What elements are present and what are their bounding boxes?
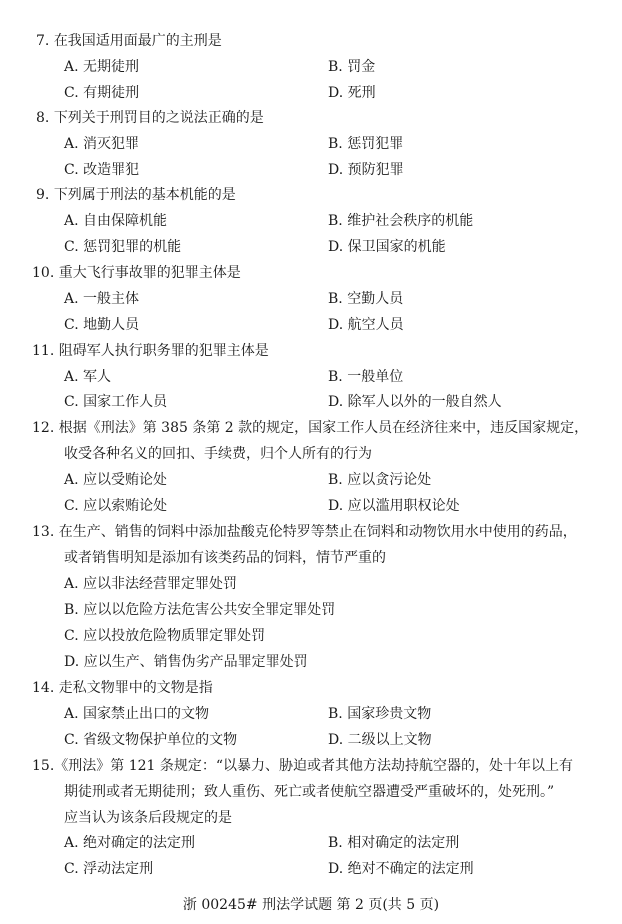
question-text: 《刑法》第 121 条规定：“以暴力、胁迫或者其他方法劫持航空器的，处十年以上有 [54, 758, 574, 774]
option-b: B. 相对确定的法定刑 [328, 835, 460, 851]
question-number: 15. [32, 758, 55, 774]
option-a: A. 无期徒刑 [64, 59, 140, 75]
question-text-continued: 或者销售明知是添加有该类药品的饲料，情节严重的 [64, 550, 386, 566]
question-stem [36, 30, 606, 50]
option-b: B. 国家珍贵文物 [328, 706, 432, 722]
question-number: 7. [36, 33, 50, 49]
option-d: D. 预防犯罪 [328, 162, 404, 178]
question-stem [36, 107, 606, 127]
question-stem [32, 417, 602, 437]
question-number: 10. [32, 265, 55, 281]
option-d: D. 二级以上文物 [328, 732, 432, 748]
page-footer: 浙 00245# 刑法学试题 第 2 页(共 5 页) [182, 897, 440, 913]
question-text: 在我国适用面最广的主刑是 [53, 33, 222, 49]
question-number: 11. [32, 343, 55, 359]
option-b: B. 应以贪污论处 [328, 472, 432, 488]
question-stem [36, 184, 606, 204]
option-b: B. 罚金 [328, 59, 376, 75]
option-d: D. 保卫国家的机能 [328, 239, 446, 255]
option-d: D. 应以生产、销售伪劣产品罪定罪处罚 [64, 654, 308, 670]
question-number: 14. [32, 680, 55, 696]
question-number: 12. [32, 420, 55, 436]
question-stem [32, 755, 602, 775]
question-number: 8. [36, 110, 50, 126]
question-text-continued: 收受各种名义的回扣、手续费，归个人所有的行为 [64, 446, 372, 462]
option-d: D. 航空人员 [328, 317, 404, 333]
question-text-continued: 应当认为该条后段规定的是 [64, 810, 232, 826]
option-a: A. 一般主体 [64, 291, 140, 307]
option-a: A. 军人 [64, 369, 112, 385]
option-c: C. 惩罚犯罪的机能 [64, 239, 182, 255]
option-b: B. 维护社会秩序的机能 [328, 213, 474, 229]
option-c: C. 应以索贿论处 [64, 498, 168, 514]
question-text: 根据《刑法》第 385 条第 2 款的规定，国家工作人员在经济往来中，违反国家规定， [58, 420, 589, 436]
option-a: A. 应以受贿论处 [64, 472, 168, 488]
option-a: A. 消灭犯罪 [64, 136, 140, 152]
question-stem [32, 521, 602, 541]
option-c: C. 有期徒刑 [64, 85, 140, 101]
question-text-continued: 期徒刑或者无期徒刑；致人重伤、死亡或者使航空器遭受严重破坏的，处死刑。” [64, 784, 555, 800]
option-d: D. 死刑 [328, 85, 376, 101]
option-a: A. 应以非法经营罪定罪处罚 [64, 576, 238, 592]
question-text: 阻碍军人执行职务罪的犯罪主体是 [58, 343, 269, 359]
question-text: 下列关于刑罚目的之说法正确的是 [53, 110, 264, 126]
question-text: 走私文物罪中的文物是指 [58, 680, 213, 696]
option-c: C. 浮动法定刑 [64, 861, 154, 877]
option-c: C. 国家工作人员 [64, 394, 168, 410]
question-stem [32, 340, 602, 360]
question-text: 下列属于刑法的基本机能的是 [53, 187, 236, 203]
question-stem [32, 677, 602, 697]
question-stem [32, 262, 602, 282]
option-d: D. 除军人以外的一般自然人 [328, 394, 502, 410]
option-b: B. 惩罚犯罪 [328, 136, 404, 152]
option-d: D. 应以滥用职权论处 [328, 498, 460, 514]
option-a: A. 绝对确定的法定刑 [64, 835, 196, 851]
question-number: 13. [32, 524, 55, 540]
option-c: C. 省级文物保护单位的文物 [64, 732, 238, 748]
option-c: C. 改造罪犯 [64, 162, 140, 178]
option-b: B. 应以以危险方法危害公共安全罪定罪处罚 [64, 602, 336, 618]
option-b: B. 空勤人员 [328, 291, 404, 307]
question-text: 重大飞行事故罪的犯罪主体是 [58, 265, 241, 281]
option-a: A. 国家禁止出口的文物 [64, 706, 210, 722]
option-a: A. 自由保障机能 [64, 213, 168, 229]
option-d: D. 绝对不确定的法定刑 [328, 861, 474, 877]
question-text: 在生产、销售的饲料中添加盐酸克伦特罗等禁止在饲料和动物饮用水中使用的药品， [58, 524, 577, 540]
option-b: B. 一般单位 [328, 369, 404, 385]
question-number: 9. [36, 187, 50, 203]
option-c: C. 地勤人员 [64, 317, 140, 333]
option-c: C. 应以投放危险物质罪定罪处罚 [64, 628, 266, 644]
